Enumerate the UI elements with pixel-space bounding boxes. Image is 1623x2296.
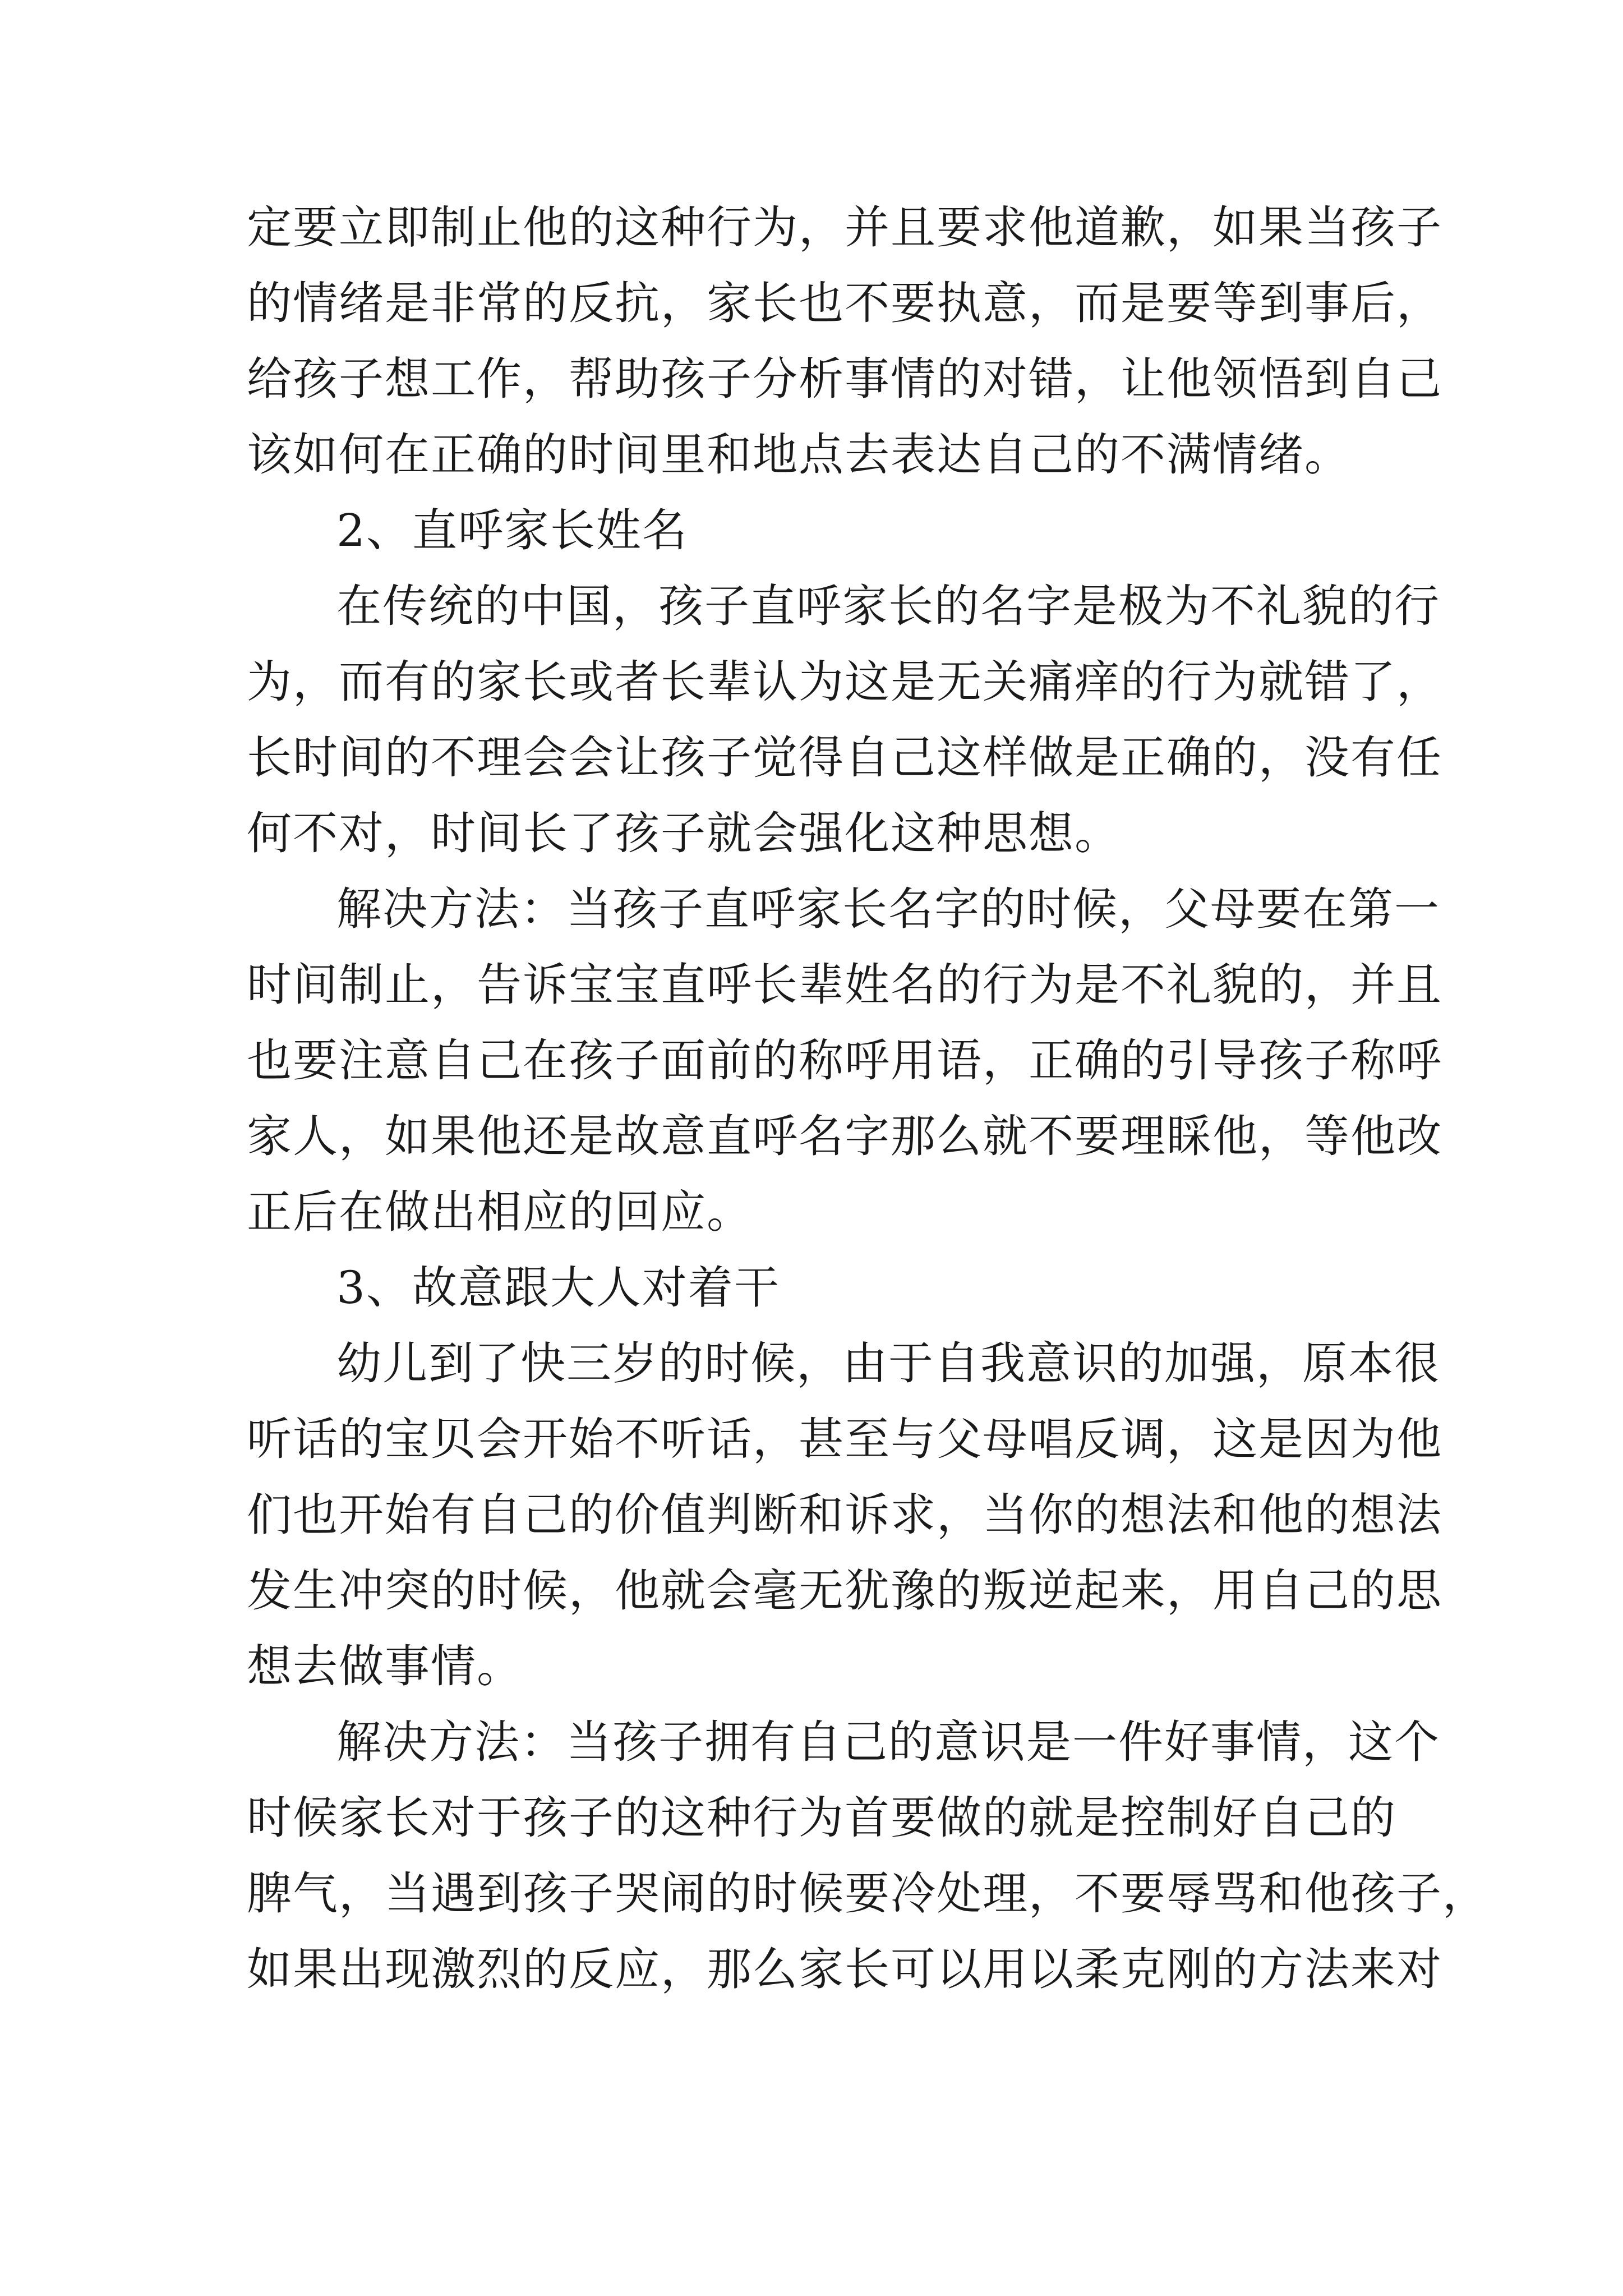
text-line-16: 幼儿到了快三岁的时候，由于自我意识的加强，原本很 (336, 1337, 1440, 1389)
text-line-21: 解决方法：当孩子拥有自己的意识是一件好事情，这个 (336, 1716, 1440, 1768)
document-body (247, 190, 1488, 2007)
text-line-24: 如果出现激烈的反应，那么家长可以用以柔克刚的方法来对 (247, 1943, 1442, 1995)
text-line-7: 为，而有的家长或者长辈认为这是无关痛痒的行为就错了， (247, 656, 1442, 708)
text-line-20: 想去做事情。 (247, 1640, 523, 1692)
section-heading-2: 2、直呼家长姓名 (336, 504, 688, 556)
text-line-9: 何不对，时间长了孩子就会强化这种思想。 (247, 807, 1121, 859)
text-line-18: 们也开始有自己的价值判断和诉求，当你的想法和他的想法 (247, 1489, 1442, 1541)
text-line-12: 也要注意自己在孩子面前的称呼用语，正确的引导孩子称呼 (247, 1034, 1442, 1087)
text-line-8: 长时间的不理会会让孩子觉得自己这样做是正确的，没有任 (247, 731, 1442, 784)
text-line-14: 正后在做出相应的回应。 (247, 1186, 753, 1238)
text-line-10: 解决方法：当孩子直呼家长名字的时候，父母要在第一 (336, 883, 1440, 935)
text-line-11: 时间制止，告诉宝宝直呼长辈姓名的行为是不礼貌的，并且 (247, 959, 1442, 1011)
text-line-2: 的情绪是非常的反抗，家长也不要执意，而是要等到事后， (247, 277, 1442, 329)
text-line-22: 时候家长对于孩子的这种行为首要做的就是控制好自己的 (247, 1792, 1396, 1844)
text-line-3: 给孩子想工作，帮助孩子分析事情的对错，让他领悟到自己 (247, 353, 1442, 405)
text-line-23: 脾气，当遇到孩子哭闹的时候要冷处理，不要辱骂和他孩子， (247, 1867, 1488, 1920)
text-line-1: 定要立即制止他的这种行为，并且要求他道歉，如果当孩子 (247, 201, 1442, 254)
text-line-6: 在传统的中国，孩子直呼家长的名字是极为不礼貌的行 (336, 580, 1440, 632)
section-heading-3: 3、故意跟大人对着干 (336, 1262, 780, 1314)
text-line-4: 该如何在正确的时间里和地点去表达自己的不满情绪。 (247, 429, 1350, 481)
text-line-13: 家人，如果他还是故意直呼名字那么就不要理睬他，等他改 (247, 1110, 1442, 1162)
text-line-19: 发生冲突的时候，他就会毫无犹豫的叛逆起来，用自己的思 (247, 1565, 1442, 1617)
text-line-17: 听话的宝贝会开始不听话，甚至与父母唱反调，这是因为他 (247, 1413, 1442, 1465)
